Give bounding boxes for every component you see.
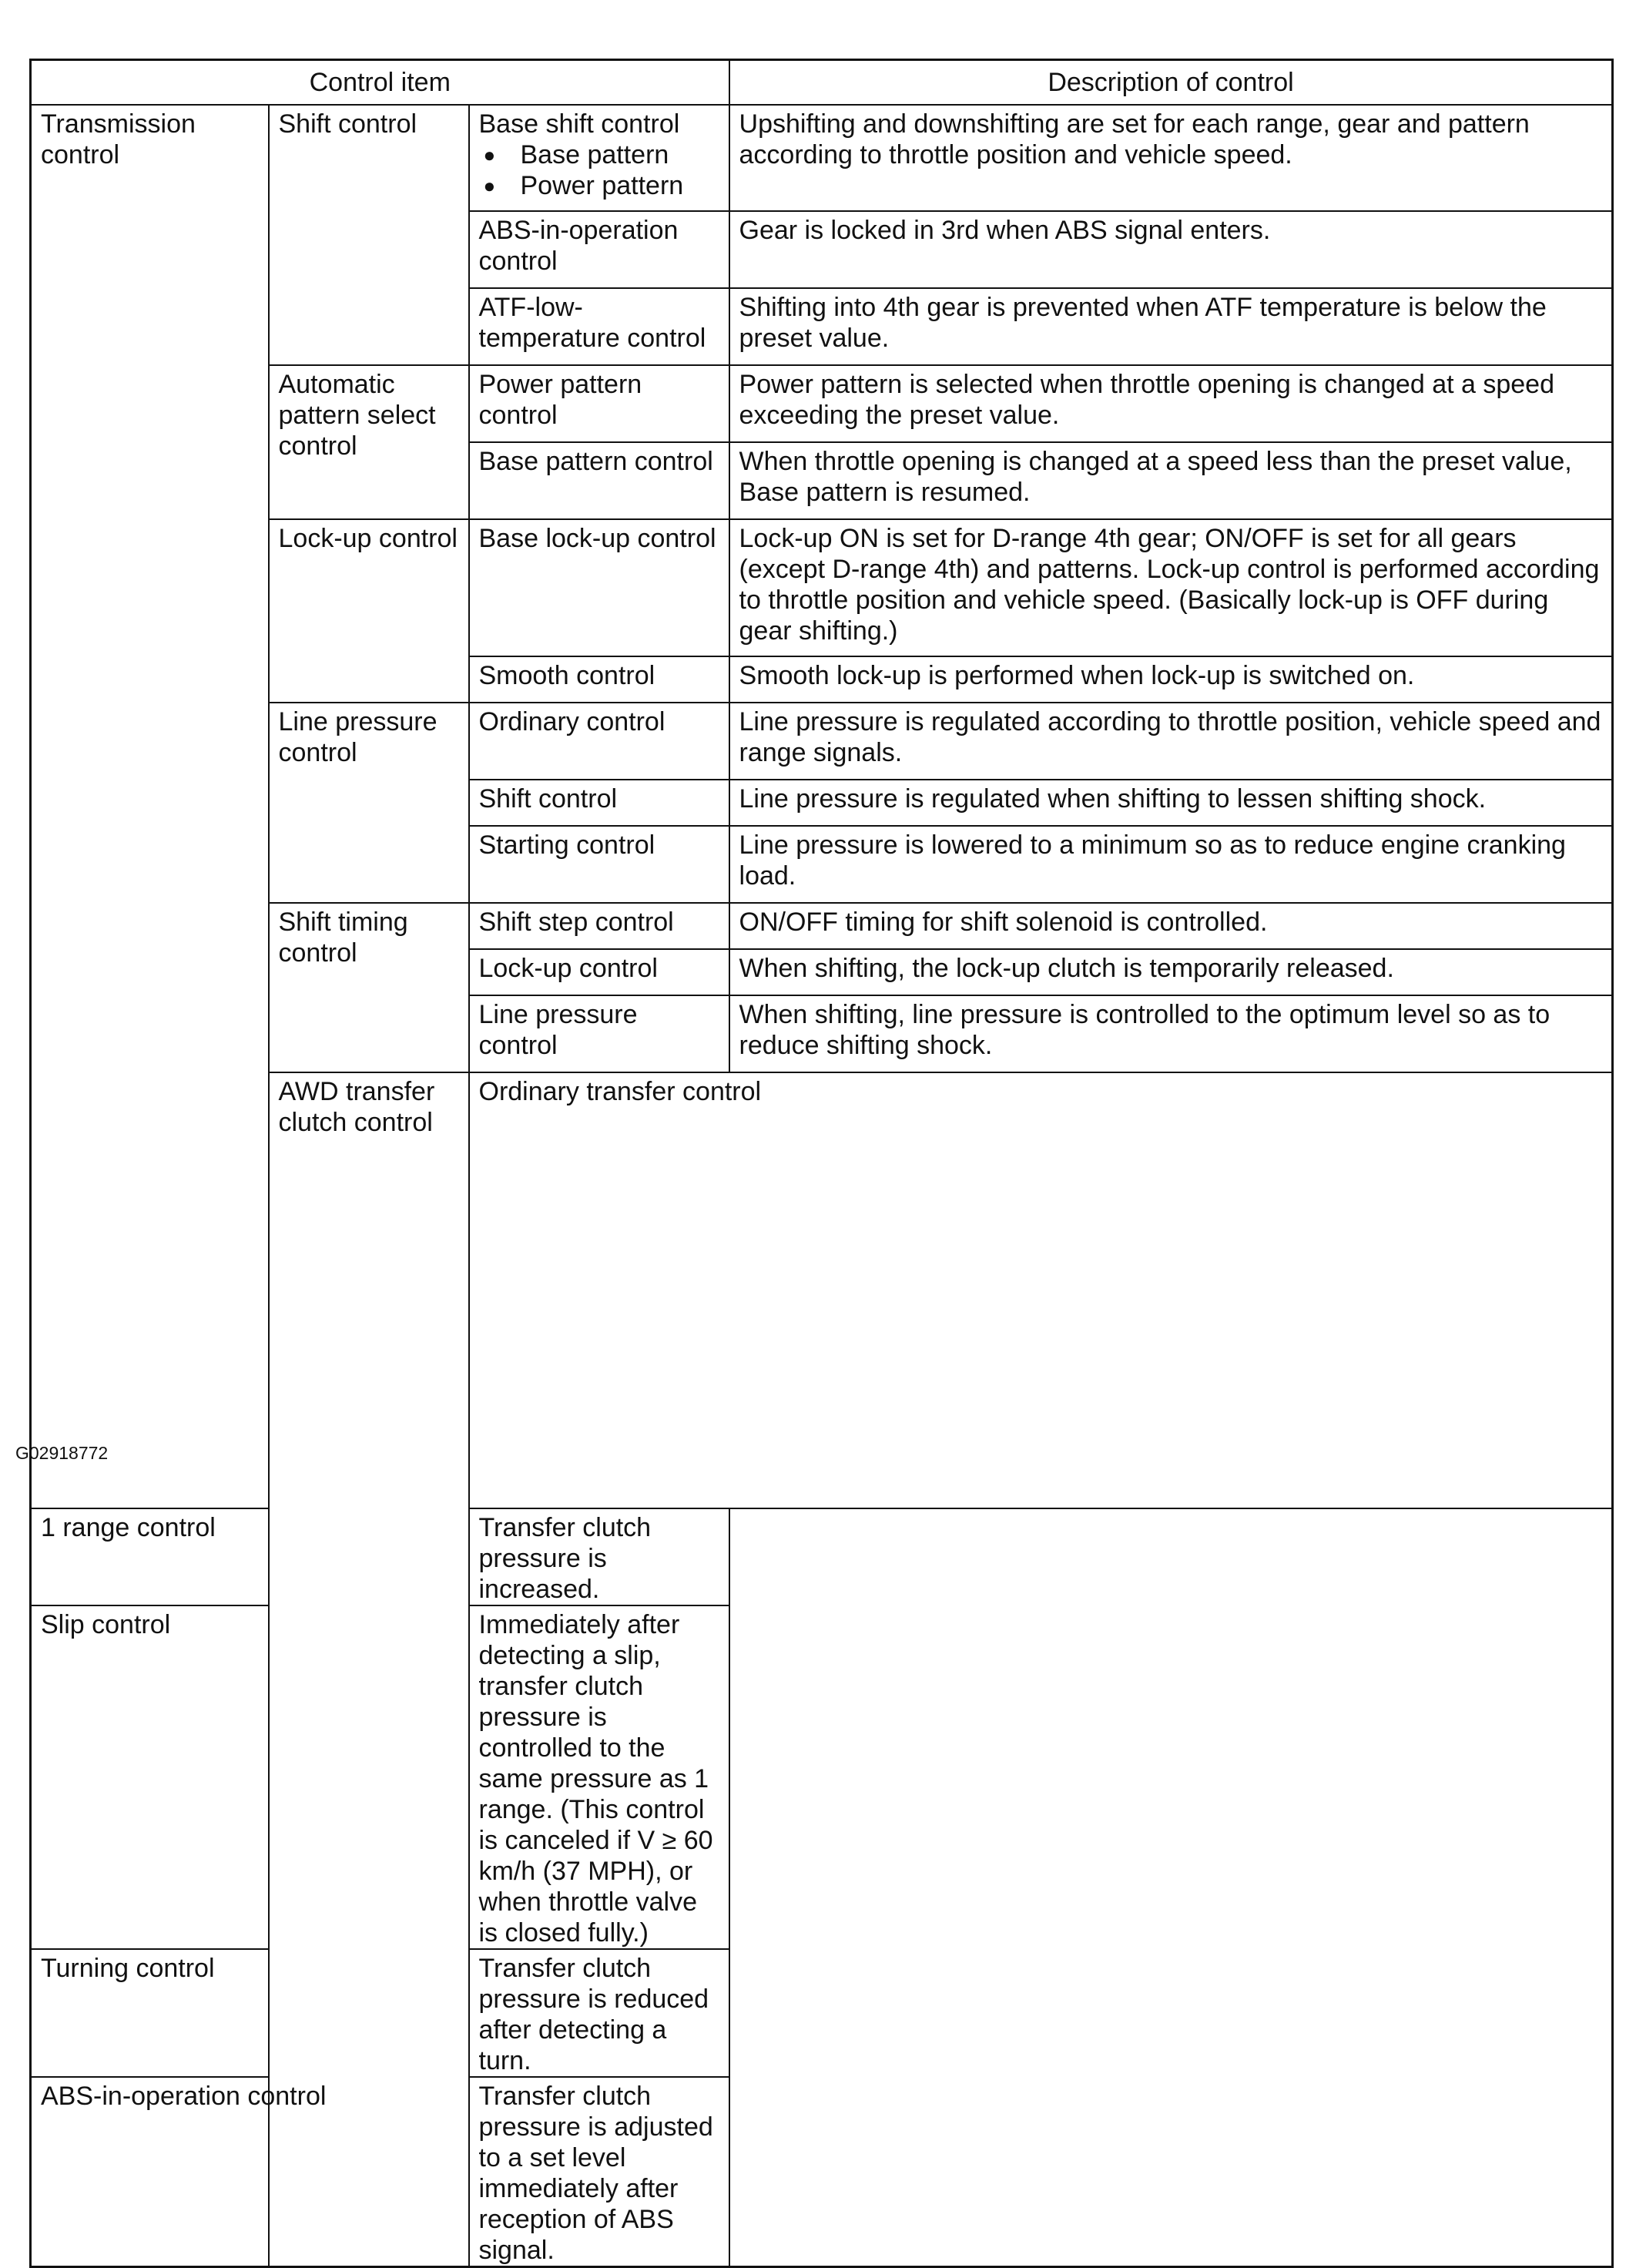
item-smooth-control: Smooth control <box>469 656 729 703</box>
description-cell: Smooth lock-up is performed when lock-up is switched on. <box>729 656 1613 703</box>
item-abs-in-operation-control: ABS-in-operation control <box>31 2077 469 2267</box>
description-cell: When throttle opening is changed at a speed less than the preset value, Base pattern is resumed. <box>729 442 1613 519</box>
table-row <box>31 2077 1613 2267</box>
item-slip-control: Slip control <box>31 1605 469 1949</box>
description-cell: Immediately after detecting a slip, transfer clutch pressure is controlled to the same pressure as 1 range. (This control is canceled if V ≥ 60 km/h (37 MPH), or when throttle valve is closed fully.) <box>469 1605 729 1949</box>
pattern-list <box>479 139 719 201</box>
item-abs-in-operation-control: ABS-in-operation control <box>469 211 729 288</box>
item-1-range-control: 1 range control <box>31 1508 469 1605</box>
description-cell: Line pressure is lowered to a minimum so as to reduce engine cranking load. <box>729 826 1613 903</box>
table-row <box>31 1072 1613 1508</box>
item-label: Base shift control <box>478 109 680 139</box>
group-line-pressure-control: Line pressure control <box>269 703 469 903</box>
item-ordinary-control: Ordinary control <box>469 703 729 780</box>
table-row <box>31 1605 1613 1949</box>
item-shift-step-control: Shift step control <box>469 903 729 949</box>
description-cell: Lock-up ON is set for D-range 4th gear; ON/OFF is set for all gears (except D-range 4th) and patterns. Lock-up control is performed according to throttle position and vehicle speed. (Basically lock-up is OFF during gear shifting.) <box>729 519 1613 656</box>
item-line-pressure-control: Line pressure control <box>469 995 729 1072</box>
category-awd-transfer-clutch-control: AWD transfer clutch control <box>269 1072 469 2267</box>
description-cell: Transfer clutch pressure is adjusted to a set level immediately after reception of ABS signal. <box>469 2077 729 2267</box>
description-cell: Line pressure is regulated when shifting to lessen shifting shock. <box>729 780 1613 826</box>
description-cell: Power pattern is selected when throttle opening is changed at a speed exceeding the preset value. <box>729 365 1613 442</box>
description-cell: When shifting, line pressure is controlled to the optimum level so as to reduce shifting shock. <box>729 995 1613 1072</box>
description-cell: Transfer clutch pressure is reduced after detecting a turn. <box>469 1949 729 2077</box>
list-item: ● Base pattern <box>484 139 719 170</box>
table-row <box>31 519 1613 656</box>
description-cell: Gear is locked in 3rd when ABS signal enters. <box>729 211 1613 288</box>
header-control-item: Control item <box>31 60 729 106</box>
group-lock-up-control: Lock-up control <box>269 519 469 703</box>
item-atf-low-temperature-control: ATF-low-temperature control <box>469 288 729 365</box>
description-cell: Transfer clutch pressure is increased. <box>469 1508 729 1605</box>
table-row <box>31 903 1613 949</box>
table-row <box>31 365 1613 442</box>
table-row <box>31 703 1613 780</box>
table-row <box>31 105 1613 211</box>
group-shift-control: Shift control <box>269 105 469 365</box>
description-cell: Shifting into 4th gear is prevented when ATF temperature is below the preset value. <box>729 288 1613 365</box>
description-cell: Line pressure is regulated according to throttle position, vehicle speed and range signals. <box>729 703 1613 780</box>
item-power-pattern-control: Power pattern control <box>469 365 729 442</box>
item-base-lock-up-control: Base lock-up control <box>469 519 729 656</box>
item-ordinary-transfer-control: Ordinary transfer control <box>469 1072 1613 1508</box>
item-lock-up-control: Lock-up control <box>469 949 729 995</box>
item-base-shift-control <box>469 105 729 211</box>
description-cell: ON/OFF timing for shift solenoid is controlled. <box>729 903 1613 949</box>
table-row <box>31 1508 1613 1605</box>
description-cell: Upshifting and downshifting are set for each range, gear and pattern according to throttle position and vehicle speed. <box>729 105 1613 211</box>
item-starting-control: Starting control <box>469 826 729 903</box>
item-turning-control: Turning control <box>31 1949 469 2077</box>
group-shift-timing-control: Shift timing control <box>269 903 469 1072</box>
header-row <box>31 60 1613 106</box>
header-description: Description of control <box>729 60 1613 106</box>
list-item: ● Power pattern <box>484 170 719 201</box>
description-cell: When shifting, the lock-up clutch is temporarily released. <box>729 949 1613 995</box>
figure-code: G02918772 <box>15 1443 109 1463</box>
category-transmission: Transmission control <box>31 105 269 1508</box>
item-base-pattern-control: Base pattern control <box>469 442 729 519</box>
group-automatic-pattern-select-control: Automatic pattern select control <box>269 365 469 519</box>
item-shift-control: Shift control <box>469 780 729 826</box>
table-row <box>31 1949 1613 2077</box>
control-table <box>29 59 1614 2268</box>
